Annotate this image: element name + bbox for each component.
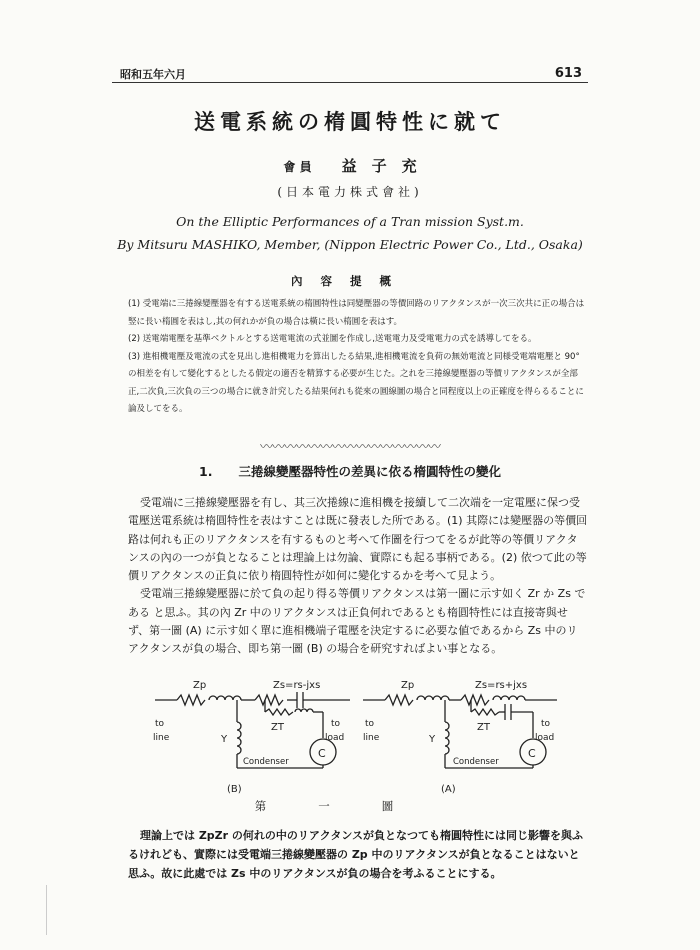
inductor-zp — [209, 696, 241, 700]
paper-title: 送電系統の楕圓特性に就て — [194, 110, 506, 134]
label-to: to — [331, 719, 341, 729]
label-line: line — [363, 733, 380, 743]
resistor-zs — [255, 695, 283, 705]
section-heading — [0, 462, 700, 480]
closing-paragraph — [128, 826, 588, 883]
label-to: to — [541, 719, 551, 729]
section-body — [128, 494, 588, 659]
inductor-y — [237, 722, 241, 754]
circuit-a-labels — [363, 680, 554, 795]
label-load: load — [325, 733, 345, 743]
resistor-zp — [385, 695, 413, 705]
label-zp: Zp — [401, 680, 415, 691]
label-zt: ZT — [477, 722, 490, 733]
english-author: By Mitsuru MASHIKO, Member, (Nippon Electric Power Co., Ltd., Osaka) — [117, 237, 583, 252]
figure-svg — [145, 660, 565, 800]
figure-caption: 第一圖 — [254, 799, 446, 813]
label-condenser: Condenser — [243, 757, 289, 767]
abstract-body — [128, 296, 588, 419]
resistor-zt — [471, 709, 499, 715]
label-line: line — [153, 733, 170, 743]
page-number: 613 — [554, 66, 582, 81]
header-date: 昭和五年六月 — [120, 68, 186, 81]
abstract-paragraph: (2) 送電端電壓を基準ベクトルとする送電電流の式並圖を作成し,送電電力及受電電力の式を誘導してをる。 — [128, 334, 537, 344]
english-title: On the Elliptic Performances of a Tran mission Syst.m. — [176, 214, 524, 229]
header-rule — [112, 82, 588, 83]
author-name: 益 子 充 — [341, 157, 417, 175]
label-to: to — [155, 719, 165, 729]
abstract-heading: 內容提概 — [291, 274, 409, 288]
label-zt: ZT — [271, 722, 284, 733]
inductor-y — [445, 722, 449, 754]
label-zp: Zp — [193, 680, 207, 691]
label-c: C — [528, 747, 536, 760]
author-membership: 會 員 — [283, 160, 312, 174]
margin-mark — [46, 885, 47, 935]
section-title: 三捲線變壓器特性の差異に依る楕圓特性の變化 — [238, 464, 501, 479]
inductor-zs — [493, 696, 525, 700]
section-number: 1. — [199, 464, 213, 479]
closing-text: 理論上では ZpZr の何れの中のリアクタンスが負となつても楕圓特性には同じ影響を與ふるけれども、實際には受電端三捲線變壓器の Zp 中のリアクタンスが負となることはないと思ふ。故に此處では Zs 中のリアクタンスが負の場合を考ふることにする。 — [128, 829, 584, 880]
label-zs: Zs=rs-jxs — [273, 680, 321, 691]
body-paragraph: 受電端に三捲線變壓器を有し、其三次捲線に進相機を接續して二次端を一定電壓に保つ受電壓送電系統は楕圓特性を表はすことは既に發表した所である。(1) 其際には變壓器の等價回路は何れも正のリアクタンスを有するものと考へて作圖を行つてをるが此等の等價リアクタンスの內の一つが負となることは理論上は勿論、實際にも起る事柄である。(2) 依つて此の等價リアクタンスの正負に依り楕圓特性が如何に變化するかを考へて見よう。 — [128, 496, 588, 583]
author-affiliation: (日本電力株式會社) — [277, 185, 423, 199]
abstract-paragraph: (3) 進相機電壓及電流の式を見出し進相機電力を算出したる結果,進相機電流を負荷の無効電流と同様受電端電壓と 90° の相差を有して變化するとしたる假定の適否を精算する必要が生じた。之れを三捲線變壓器の等價リアクタンスが全部正,二次負,三次負の三つの場合に就き計究したる結果何れも從來の圓線圖の場合と同程度以上の正確度を得らるることに論及してをる。 — [128, 351, 584, 414]
label-zs: Zs=rs+jxs — [475, 680, 528, 691]
label-a: (A) — [441, 784, 456, 795]
resistor-zs — [461, 695, 489, 705]
inductor-zt — [295, 709, 313, 712]
label-condenser: Condenser — [453, 757, 499, 767]
body-paragraph: 受電端三捲線變壓器に於て負の起り得る等價リアクタンスは第一圖に示す如く Zr か Zs である と思ふ。其の內 Zr 中のリアクタンスは正負何れであるとも楕圓特性には直接寄與せず、第一圖 (A) に示す如く單に進相機端子電壓を決定するに必要な値であるから Zs 中のリアクタンスが負の場合、即ち第一圖 (B) の場合を研究すればよい事となる。 — [128, 587, 586, 656]
label-y: Y — [221, 734, 228, 745]
abstract-paragraph: (1) 受電端に三捲線變壓器を有する送電系統の楕圓特性は同變壓器の等價回路のリアクタンスが一次三次共に正の場合は竪に長い楕圓を表はし,其の何れかが負の場合は橫に長い楕圓を表はす。 — [128, 299, 585, 327]
author-line — [0, 155, 700, 176]
label-y: Y — [429, 734, 436, 745]
section-divider: 〰〰〰〰〰〰〰〰〰〰〰〰〰〰〰 — [259, 440, 440, 455]
label-b: (B) — [227, 784, 242, 795]
label-load: load — [535, 733, 555, 743]
resistor-zt — [265, 709, 293, 715]
label-to: to — [365, 719, 375, 729]
label-c: C — [318, 747, 326, 760]
figure-circuit-diagrams — [145, 660, 565, 800]
resistor-zp — [177, 695, 205, 705]
inductor-zp — [417, 696, 449, 700]
